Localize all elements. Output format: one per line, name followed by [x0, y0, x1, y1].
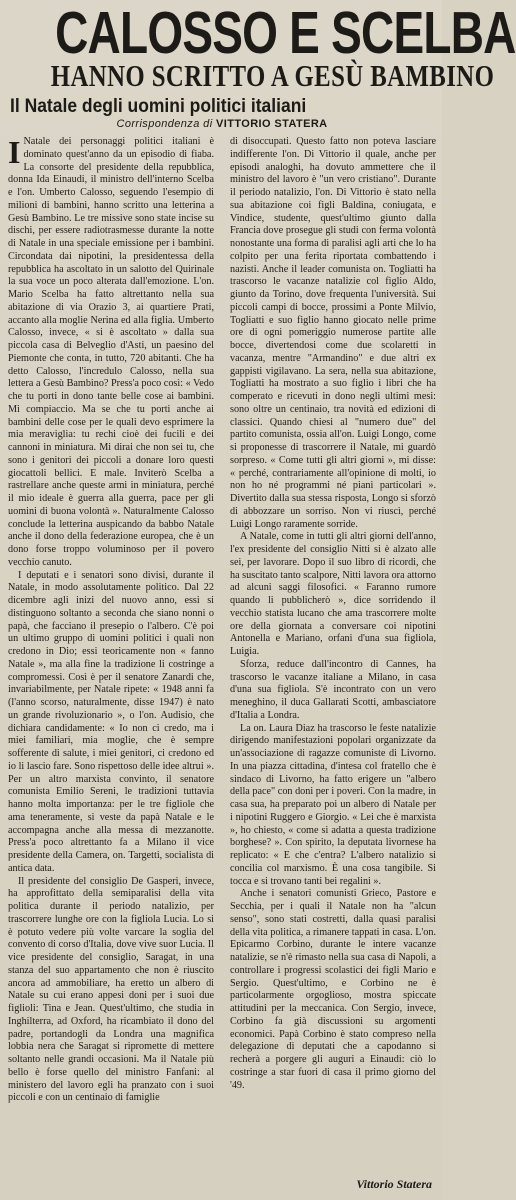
byline-author: VITTORIO STATERA [216, 118, 328, 130]
paragraph: I deputati e i senatori sono divisi, durante il Natale, in modo assolutamente politico. Dal 22 dicembre agli inizi del nuovo anno, essi si distinguono soltanto a seconda che siano nonni o papà, che facciano il presepio o l'albero. C'è poi un ultimo gruppo di uomini politici i quali non credono in Dio; essi teoricamente non « fanno Natale », ma alla fine la tradizione li costringe a compromessi. Così è per il senatore Zanardi che, invariabilmente, per Natale ripete: « 1948 anni fa (l'anno scorso, naturalmente, disse 1947) è nato un grande rivoluzionario », o l'on. Audisio, che dichiara candidamente: « Io non ci credo, ma i miei familiari, mia moglie, che è sempre sofferente di salute, i miei genitori, ci credono ed io li lascio fare. Sono rispettoso delle idee altrui ». Per un altro marxista convinto, il senatore comunista Emilio Sereni, le tradizioni tuttavia hanno molta importanza: per le tre figliole che ama teneramente, si veste da papà Natale e le accompagna anche alla messa di mezzanotte. Press'a poco altrettanto fa a Milano il vice presidente della Camera, on. Targetti, socialista di antica data. [8, 569, 214, 874]
signature: Vittorio Statera [356, 1177, 432, 1191]
byline [8, 118, 436, 130]
subheadline: HANNO SCRITTO A GESÙ BAMBINO [50, 58, 495, 93]
byline-label: Corrispondenza di [116, 118, 213, 130]
paragraph: Anche i senatori comunisti Grieco, Pastore e Secchia, per i quali il Natale non ha "alcun senso", sono stati costretti, dalla quasi paralisi della vita politica, a rimanere tappati in casa. L'on. Epicarmo Corbino, durante le intere vacanze natalizie, se n'è rimasto nella sua casa di Napoli, a controllare i progressi scolastici dei figli Mario e Sergio. Quest'ultimo, e Corbino ne è particolarmente orgoglioso, mostra spiccate attitudini per la meccanica. Con Sergio, invece, Corbino fa già discussioni su argomenti economici. Papà Corbino è stato compreso nella delegazione di deputati che a capodanno si recherà a porgere gli auguri a Einaudi: ciò lo costringe a star fuori di casa il primo giorno del '49. [230, 888, 436, 1091]
paragraph: Sforza, reduce dall'incontro di Cannes, ha trascorso le vacanze italiane a Milano, in casa d'una sua figliola. S'è incontrato con un vero meneghino, il duca Gallarati Scotti, ambasciatore d'Italia a Londra. [230, 658, 436, 721]
paragraph: Il presidente del consiglio De Gasperi, invece, ha approfittato della semiparalisi della vita politica durante il periodo natalizio, per trascorrere lunghe ore con la figliola Lucia. Lo si è potuto vedere più volte varcare la soglia del convento di corso d'Italia, dove vive suor Lucia. Il vice presidente del consiglio, Saragat, in una stanza del suo appartamento che non è riuscito ancora ad ammobiliare, ha eretto un albero di Natale su cui erano appesi doni per i suoi due figlioli: Tina e Jean. Quest'ultimo, che studia in Inghilterra, ad Oxford, ha ricambiato il dono del padre, portandogli da Londra una magnifica lobbia nera che Saragat si ripromette di mettere soltanto nelle grandi occasioni. Ma il Natale più bello è forse quello del ministro Fanfani: al ministero del lavoro egli ha pranzato con i suoi piccoli e con un centinaio di famiglie [8, 875, 214, 1104]
column-right [230, 136, 436, 1186]
headline: CALOSSO E SCELBA [55, 0, 516, 66]
paragraph: di disoccupati. Questo fatto non poteva lasciare indifferente l'on. Di Vittorio il quale, anche per episodi analoghi, ha dovuto ammettere che il ministro del lavoro è "un vero cristiano". Durante il periodo natalizio, l'on. Di Vittorio è stato nella sua abitazione coi figli Baldina, coniugata, e Vindice, studente, quest'ultimo giunto dalla Francia dove prosegue gli studi con ferma volontà nonostante una forma di paralisi agli arti che lo ha colpito per una ferita riportata combattendo i nazisti. Anche il leader comunista on. Togliatti ha trascorso le vacanze natalizie col figlio Aldo, giunto da Torino, dove frequenta l'università. Sui piccoli campi di bocce, prossimi a Ponte Milvio, Togliatti e suo figlio hanno giocato nelle prime ore di ogni pomeriggio numerose partite alle bocce, divertendosi come due scolaretti in vacanza, mentre "Armandino" e due altri ex gappisti vigilavano. La sera, nella sua abitazione, Togliatti ha mostrato a suo figlio i libri che ha comperato e ricevuti in dono negli ultimi mesi: sono oltre un centinaio, tra novità ed edizioni di classici. Quando chiesi al "numero due" del partito comunista, ossia all'on. Luigi Longo, come si proponesse di trascorrere il Natale, mi guardò sorpreso. « Come tutti gli altri giorni », mi disse: « perché, contrariamente all'opinione di molti, io non ho né programmi né piani particolari ». Divertito dalla sua stessa risposta, Longo si sforzò di abbozzare un sorriso. Non vi riuscì, perché Luigi Longo raramente sorride. [230, 136, 436, 530]
article-body [8, 136, 436, 1186]
paragraph: INatale dei personaggi politici italiani è dominato quest'anno da un episodio di fiaba. La consorte del presidente della repubblica, donna Ida Einaudi, il ministro dell'interno Scelba e l'on. Umberto Calosso, seguendo l'esempio di milioni di bambini, hanno scritto una letterina a Gesù Bambino. Le tre missive sono state incise su dischi, per essere radiotrasmesse durante la notte di Natale in una speciale emissione per i bambini. Circondata dai nipotini, la presidentessa della repubblica ha ascoltato in un salotto del Quirinale la sua voce un poco alterata dall'emozione. L'on. Mario Scelba ha fatto altrettanto nella sua abitazione di via Orazio 3, ai quartiere Prati, accanto alla moglie Nerina ed alla figlia. Umberto Calosso, invece, « si è ascoltato » dalla sua piccola casa di Belveglio d'Asti, un paesino del Piemonte che conta, in tutto, 720 abitanti. Che ha detto Calosso, l'incredulo Calosso, nella sua lettera a Gesù Bambino? Press'a poco così: « Vedo che tu porti in dono tante belle cose ai bambini. Mi compiaccio. Ma se che tu porti anche ai bambini delle cose per le quali devo esprimere la mia meraviglia: tu rechi cioè dei fucili e dei cannoni in miniatura. Mi dirai che non sei tu, che sono i genitori dei piccoli a donare loro questi giocattoli bellici. E male. Inviterò Scelba a rastrellare anche queste armi in miniatura, perché il mio ideale è guerra alla guerra, pace per gli uomini di buona volontà ». Naturalmente Calosso conclude la letterina auspicando da babbo Natale anche il dono della federazione europea, che è un dono forse troppo voluminoso per il povero vecchio canuto. [8, 134, 214, 568]
column-left [8, 136, 214, 1186]
paragraph: A Natale, come in tutti gli altri giorni dell'anno, l'ex presidente del consiglio Nitti si è alzato alle sei, per lavorare. Dopo il suo libro di ricordi, che ha suscitato tanto scalpore, Nitti lavora ora attorno ad alcuni saggi filosofici. « Faranno rumore quando li pubblicherò », dice sorridendo il vecchio statista lucano che ama trascorrere molte ore della giornata a conversare coi nipotini Antonella e Mariano, orfani d'una sua figliola, Luigia. [230, 531, 436, 657]
kicker: Il Natale degli uomini politici italiani [10, 96, 307, 117]
paragraph: La on. Laura Diaz ha trascorso le feste natalizie dirigendo manifestazioni popolari organizzate da un'associazione di ragazze comuniste di Livorno. In una piazza cittadina, d'intesa col fratello che è sindaco di Livorno, ha fatto erigere un "albero della pace" con doni per i poveri. Con la madre, in casa sua, ha preparato poi un albero di Natale per i nipotini Ruggero e Giorgio. « Lei che è marxista », ho chiesto, « come si adatta a questa tradizione borghese? ». Con spirito, la deputata livornese ha replicato: « E che c'entra? L'albero natalizio si concilia col marxismo. È una cosa tangibile. Si tocca e si trovano tanti bei regalini ». [230, 722, 436, 887]
